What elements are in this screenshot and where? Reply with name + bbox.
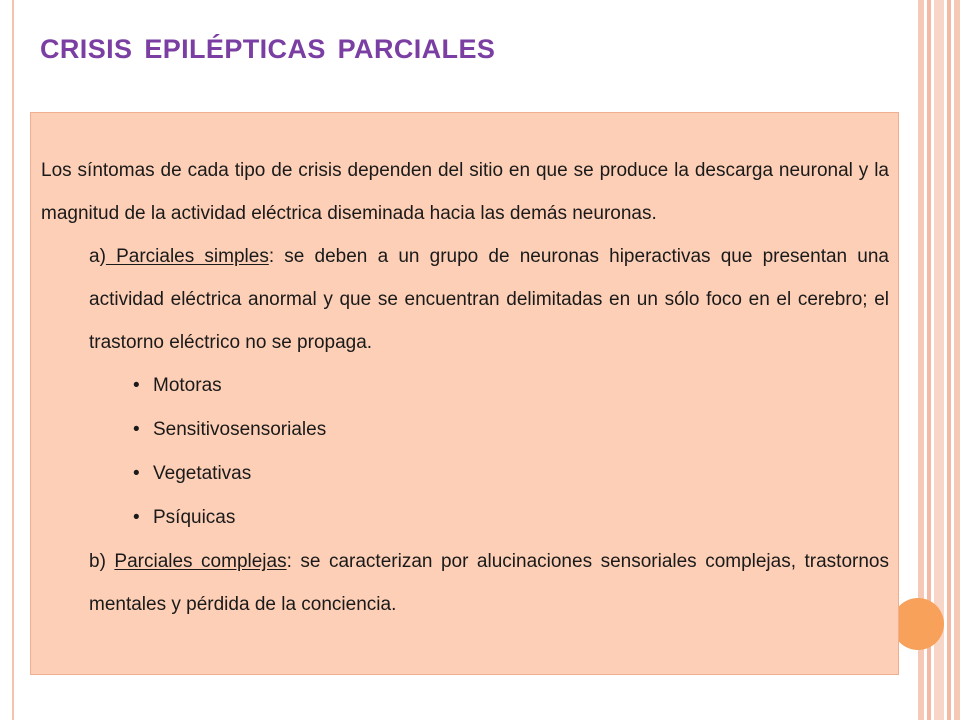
intro-paragraph: Los síntomas de cada tipo de crisis dependen del sitio en que se produce la descarga neuronal y la magnitud de la actividad eléctrica diseminada hacia las demás neuronas. xyxy=(41,160,889,224)
content-box xyxy=(30,112,899,675)
bullet-icon: • xyxy=(133,375,140,396)
bullet-icon: • xyxy=(133,507,140,528)
list-item xyxy=(133,364,889,408)
slide-title: CRISIS EPILÉPTICAS PARCIALES xyxy=(40,34,496,64)
bullet-icon: • xyxy=(133,419,140,440)
left-decorative-line xyxy=(12,0,14,720)
item-a-marker: a) xyxy=(89,246,106,267)
orange-circle-decoration xyxy=(892,598,944,650)
item-a-text: : se deben a un grupo de neuronas hiperactivas que presentan una actividad eléctrica anormal y que se encuentran delimitadas en un sólo foco en el cerebro; el trastorno eléctrico no se propaga. xyxy=(89,246,889,353)
item-b-paragraph xyxy=(89,540,889,626)
list-item xyxy=(133,452,889,496)
stripe xyxy=(954,0,960,720)
item-b-marker: b) xyxy=(89,551,115,572)
item-a-paragraph xyxy=(89,235,889,364)
list-item-label: Sensitivosensoriales xyxy=(153,419,327,440)
stripe xyxy=(947,0,951,720)
list-item xyxy=(133,496,889,540)
item-b-term: Parciales complejas xyxy=(114,551,287,572)
content-body xyxy=(41,149,889,626)
item-a-term: Parciales simples xyxy=(105,246,269,267)
list-item-label: Psíquicas xyxy=(153,507,236,528)
simple-seizure-types-list xyxy=(133,364,889,540)
list-item-label: Motoras xyxy=(153,375,222,396)
list-item-label: Vegetativas xyxy=(153,463,252,484)
item-b-text: : se caracterizan por alucinaciones sensoriales complejas, trastornos mentales y pérdida de la conciencia. xyxy=(89,551,889,615)
list-item xyxy=(133,408,889,452)
bullet-icon: • xyxy=(133,463,140,484)
